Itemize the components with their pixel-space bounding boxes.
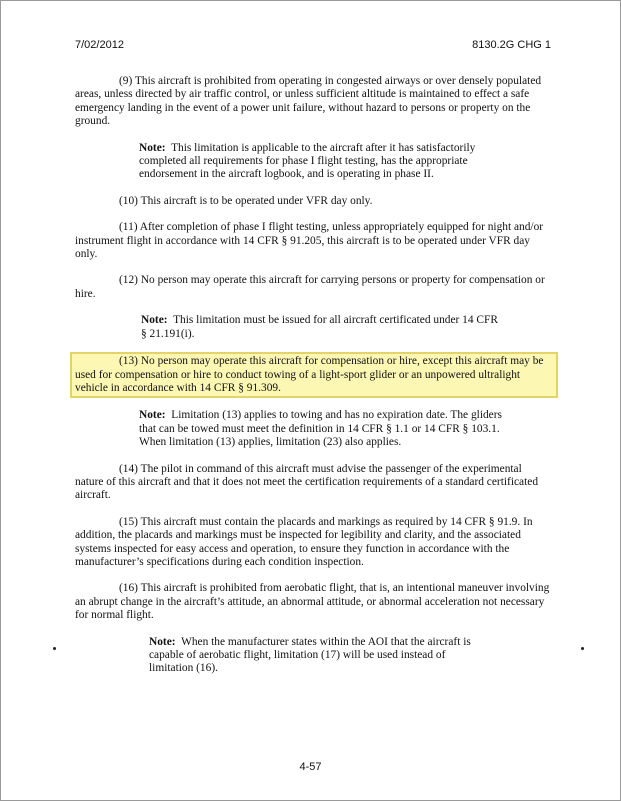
note-text: This limitation is applicable to the aircraft after it has satisfactorily completed all requirements for phase I flight testing, has the appropriate endorsement in the aircraft logbook, and is operating in phase II. xyxy=(139,141,476,181)
paragraph-12: (12) No person may operate this aircraft for carrying persons or property for compensation or hire. xyxy=(75,274,545,300)
note-text: When the manufacturer states within the AOI that the aircraft is capable of aerobatic flight, limitation (17) will be used instead of limitation (16). xyxy=(149,635,471,675)
page-number: 4-57 xyxy=(299,761,322,773)
note-4 xyxy=(75,636,479,676)
header-doc-id: 8130.2G CHG 1 xyxy=(472,39,551,51)
paragraph-13-highlighted: (13) No person may operate this aircraft for compensation or hire, except this aircraft may be used for compensation or hire to conduct towing of a light-sport glider or an unpowered ultralight vehicle in accordance with 14 CFR § 91.309. xyxy=(72,354,556,396)
paragraph-15: (15) This aircraft must contain the placards and markings as required by 14 CFR § 91.9. In addition, the placards and markings must be inspected for legibility and clarity, and the associated systems inspected for easy access and operation, to ensure they function in accordance with the manufacturer’s specifications during each condition inspection. xyxy=(75,515,533,568)
paragraph-9: (9) This aircraft is prohibited from operating in congested airways or over densely populated areas, unless directed by air traffic control, or unless sufficient altitude is maintained to effect a safe emergency landing in the event of a power unit failure, without hazard to persons or property on the ground. xyxy=(75,75,542,128)
note-3 xyxy=(75,409,519,449)
note-text: Limitation (13) applies to towing and has no expiration date. The gliders that can be towed must meet the definition in 14 CFR § 1.1 or 14 CFR § 103.1. When limitation (13) applies, limitation (23) also applies. xyxy=(139,409,502,449)
note-label: Note: xyxy=(139,141,166,154)
paragraph-14: (14) The pilot in command of this aircraft must advise the passenger of the experimental nature of this aircraft and that it does not meet the certification requirements of a standard certificated aircraft. xyxy=(75,462,539,502)
margin-dot-right xyxy=(581,647,584,650)
paragraph-10: (10) This aircraft is to be operated under VFR day only. xyxy=(119,194,373,207)
note-2 xyxy=(75,314,501,341)
margin-dot-left xyxy=(53,647,56,650)
paragraph-16: (16) This aircraft is prohibited from aerobatic flight, that is, an intentional maneuver involving an abrupt change in the aircraft’s attitude, an abnormal attitude, or abnormal acceleration not necessary for normal flight. xyxy=(75,582,550,622)
note-label: Note: xyxy=(149,635,176,648)
paragraph-11: (11) After completion of phase I flight testing, unless appropriately equipped for night and/or instrument flight in accordance with 14 CFR § 91.205, this aircraft is to be operated under VFR day only. xyxy=(75,221,544,261)
header-date: 7/02/2012 xyxy=(75,39,124,51)
note-text: This limitation must be issued for all aircraft certificated under 14 CFR § 21.191(i). xyxy=(141,314,498,340)
note-1 xyxy=(75,142,509,182)
document-body xyxy=(75,75,553,689)
note-label: Note: xyxy=(139,409,166,422)
note-label: Note: xyxy=(141,314,168,327)
